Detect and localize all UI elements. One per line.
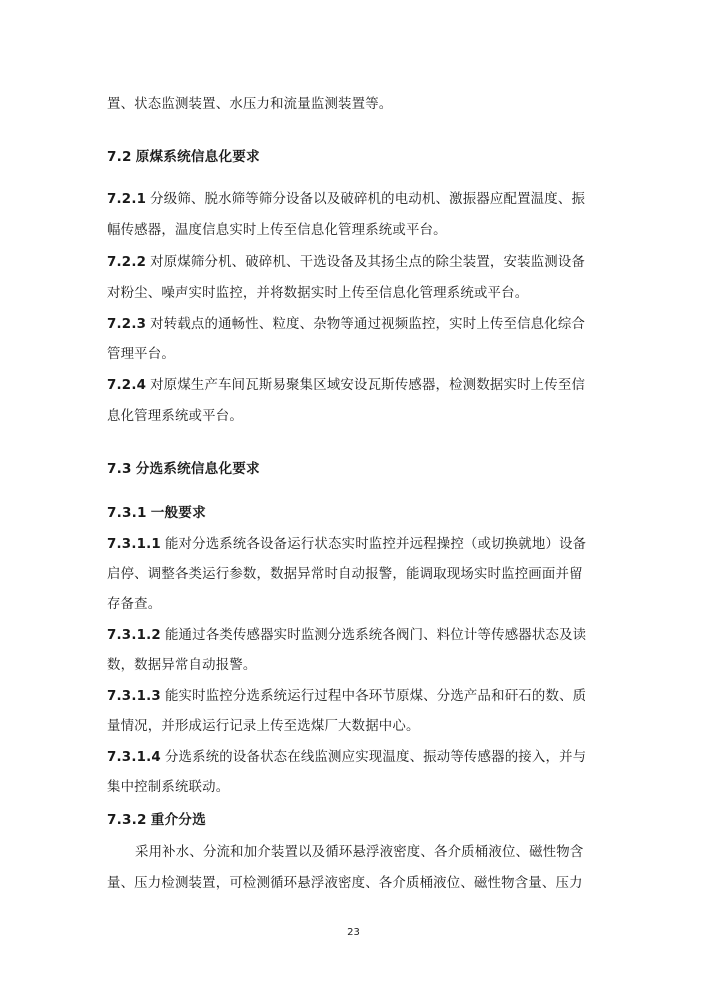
clause-7-2-4-line-1: [107, 376, 585, 396]
subsection-heading-7-3-1: [107, 503, 206, 523]
clause-7-3-1-4-line-1: [107, 748, 586, 768]
heading-number: 7.3: [107, 461, 132, 477]
clause-7-3-1-3-line-1: [107, 687, 586, 707]
body-line: 置、状态监测装置、水压力和流量监测装置等。: [107, 97, 393, 112]
clause-text: 对原煤生产车间瓦斯易聚集区域安设瓦斯传感器，检测数据实时上传至信: [150, 378, 586, 393]
clause-7-2-1-line-2: 幅传感器，温度信息实时上传至信息化管理系统或平台。: [107, 223, 447, 238]
clause-number: 7.2.3: [107, 317, 147, 332]
clause-text: 对转载点的通畅性、粒度、杂物等通过视频监控，实时上传至信息化综合: [150, 317, 586, 332]
clause-text: 分选系统的设备状态在线监测应实现温度、振动等传感器的接入，并与: [164, 750, 587, 765]
heading-title: 分选系统信息化要求: [135, 461, 260, 477]
clause-number: 7.3.1.4: [107, 750, 161, 765]
clause-7-3-1-4-line-2: 集中控制系统联动。: [107, 780, 230, 795]
clause-7-3-1-3-line-2: 量情况，并形成运行记录上传至选煤厂大数据中心。: [107, 719, 420, 734]
clause-7-3-1-2-line-2: 数，数据异常自动报警。: [107, 658, 257, 673]
heading-number: 7.3.1: [107, 505, 147, 521]
clause-7-2-2-line-2: 对粉尘、噪声实时监控，并将数据实时上传至信息化管理系统或平台。: [107, 286, 529, 301]
heading-title: 原煤系统信息化要求: [135, 149, 260, 165]
heading-number: 7.3.2: [107, 812, 147, 828]
heading-number: 7.2: [107, 149, 132, 165]
paragraph-7-3-2-line-2: 量、压力检测装置，可检测循环悬浮液密度、各介质桶液位、磁性物含量、压力: [107, 876, 583, 891]
clause-7-3-1-1-line-1: [107, 535, 586, 555]
clause-text: 能通过各类传感器实时监测分选系统各阀门、料位计等传感器状态及读: [164, 628, 587, 643]
clause-text: 能实时监控分选系统运行过程中各环节原煤、分选产品和矸石的数、质: [164, 689, 587, 704]
clause-7-2-4-line-2: 息化管理系统或平台。: [107, 409, 243, 424]
page-number: 23: [347, 927, 360, 938]
clause-7-2-3-line-1: [107, 315, 585, 335]
clause-number: 7.3.1.2: [107, 628, 161, 643]
clause-7-2-3-line-2: 管理平台。: [107, 347, 175, 362]
clause-number: 7.2.2: [107, 255, 147, 270]
clause-7-3-1-1-line-3: 存备查。: [107, 597, 162, 612]
paragraph-7-3-2-line-1: 采用补水、分流和加介装置以及循环悬浮液密度、各介质桶液位、磁性物含: [135, 845, 584, 860]
section-heading-7-3: [107, 459, 260, 479]
clause-7-2-1-line-1: [107, 190, 585, 210]
section-heading-7-2: [107, 147, 260, 167]
clause-number: 7.2.1: [107, 192, 147, 207]
clause-7-3-1-2-line-1: [107, 626, 586, 646]
subsection-heading-7-3-2: [107, 810, 206, 830]
clause-7-2-2-line-1: [107, 253, 585, 273]
clause-7-3-1-1-line-2: 启停、调整各类运行参数，数据异常时自动报警，能调取现场实时监控画面并留: [107, 567, 583, 582]
clause-number: 7.2.4: [107, 378, 147, 393]
clause-number: 7.3.1.3: [107, 689, 161, 704]
clause-text: 对原煤筛分机、破碎机、干选设备及其扬尘点的除尘装置，安装监测设备: [150, 255, 586, 270]
heading-title: 一般要求: [150, 505, 206, 521]
clause-text: 能对分选系统各设备运行状态实时监控并远程操控（或切换就地）设备: [164, 537, 587, 552]
heading-title: 重介分选: [150, 812, 206, 828]
clause-number: 7.3.1.1: [107, 537, 161, 552]
clause-text: 分级筛、脱水筛等筛分设备以及破碎机的电动机、激振器应配置温度、振: [150, 192, 586, 207]
